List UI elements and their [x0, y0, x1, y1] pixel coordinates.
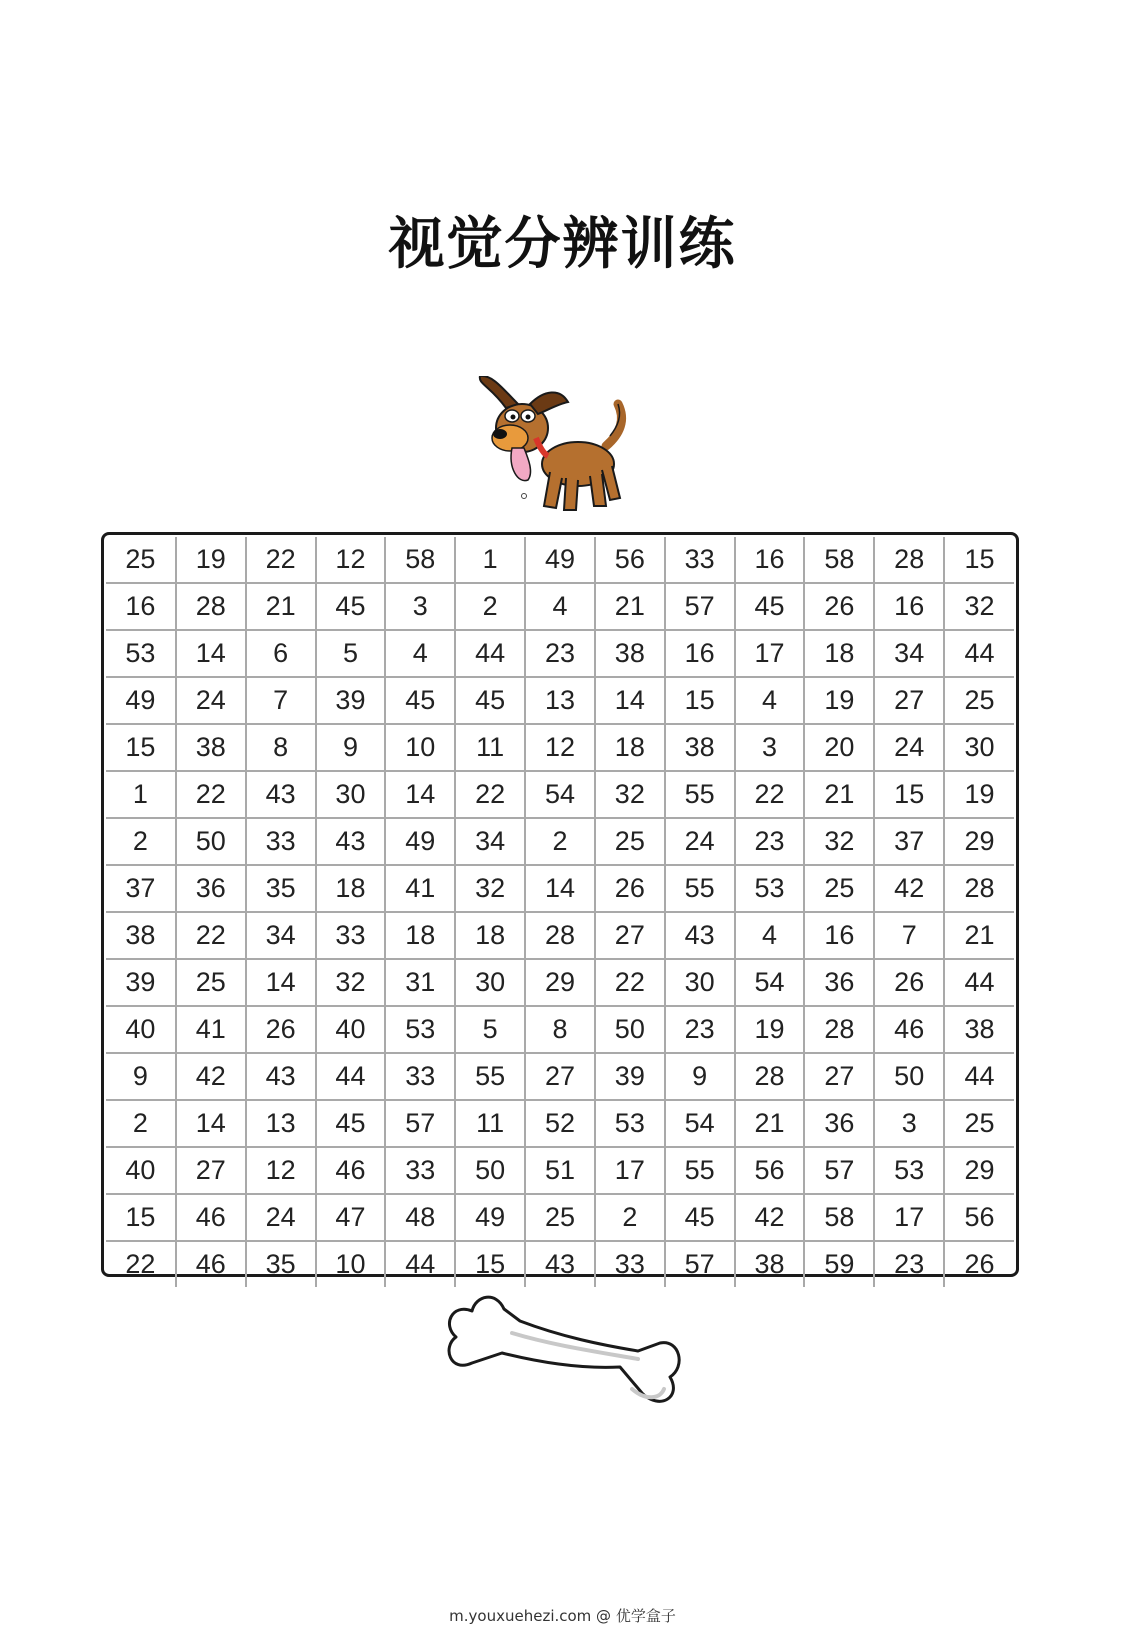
grid-row [106, 537, 1014, 583]
grid-cell: 27 [804, 1053, 874, 1100]
grid-cell: 18 [804, 630, 874, 677]
grid-cell: 4 [735, 677, 805, 724]
grid-cell: 46 [176, 1241, 246, 1287]
grid-cell: 25 [944, 677, 1014, 724]
grid-cell: 26 [595, 865, 665, 912]
grid-cell: 9 [106, 1053, 176, 1100]
grid-cell: 21 [804, 771, 874, 818]
grid-cell: 46 [874, 1006, 944, 1053]
grid-cell: 12 [525, 724, 595, 771]
grid-cell: 36 [804, 959, 874, 1006]
grid-cell: 42 [735, 1194, 805, 1241]
grid-cell: 12 [246, 1147, 316, 1194]
grid-cell: 57 [665, 583, 735, 630]
grid-cell: 32 [595, 771, 665, 818]
grid-cell: 18 [316, 865, 386, 912]
grid-cell: 40 [106, 1147, 176, 1194]
grid-cell: 45 [385, 677, 455, 724]
dog-icon [478, 376, 648, 526]
grid-cell: 55 [455, 1053, 525, 1100]
grid-cell: 18 [595, 724, 665, 771]
grid-cell: 19 [176, 537, 246, 583]
grid-cell: 4 [385, 630, 455, 677]
grid-cell: 2 [106, 1100, 176, 1147]
grid-cell: 44 [455, 630, 525, 677]
grid-cell: 56 [595, 537, 665, 583]
grid-cell: 21 [944, 912, 1014, 959]
grid-cell: 32 [804, 818, 874, 865]
grid-cell: 22 [455, 771, 525, 818]
grid-cell: 3 [735, 724, 805, 771]
grid-cell: 28 [176, 583, 246, 630]
grid-cell: 41 [385, 865, 455, 912]
grid-cell: 26 [874, 959, 944, 1006]
grid-cell: 43 [525, 1241, 595, 1287]
page-title: 视觉分辨训练 [388, 212, 737, 277]
grid-cell: 30 [316, 771, 386, 818]
grid-cell: 18 [385, 912, 455, 959]
grid-cell: 44 [944, 959, 1014, 1006]
grid-cell: 50 [176, 818, 246, 865]
grid-cell: 28 [944, 865, 1014, 912]
grid-cell: 2 [106, 818, 176, 865]
grid-cell: 43 [246, 1053, 316, 1100]
grid-cell: 25 [804, 865, 874, 912]
grid-cell: 45 [316, 583, 386, 630]
grid-cell: 1 [106, 771, 176, 818]
grid-cell: 16 [106, 583, 176, 630]
grid-row [106, 1147, 1014, 1194]
grid-cell: 39 [316, 677, 386, 724]
grid-cell: 28 [874, 537, 944, 583]
grid-cell: 26 [246, 1006, 316, 1053]
grid-cell: 56 [735, 1147, 805, 1194]
grid-cell: 50 [595, 1006, 665, 1053]
grid-cell: 30 [665, 959, 735, 1006]
grid-cell: 50 [874, 1053, 944, 1100]
grid-cell: 30 [944, 724, 1014, 771]
grid-cell: 37 [106, 865, 176, 912]
grid-cell: 42 [874, 865, 944, 912]
grid-cell: 33 [665, 537, 735, 583]
grid-cell: 38 [944, 1006, 1014, 1053]
grid-cell: 39 [595, 1053, 665, 1100]
grid-row [106, 1241, 1014, 1287]
grid-cell: 54 [525, 771, 595, 818]
grid-cell: 17 [874, 1194, 944, 1241]
grid-cell: 7 [874, 912, 944, 959]
grid-cell: 10 [385, 724, 455, 771]
grid-cell: 33 [316, 912, 386, 959]
grid-row [106, 912, 1014, 959]
grid-cell: 49 [525, 537, 595, 583]
grid-cell: 49 [106, 677, 176, 724]
grid-cell: 26 [944, 1241, 1014, 1287]
grid-cell: 50 [455, 1147, 525, 1194]
grid-cell: 15 [106, 1194, 176, 1241]
grid-cell: 4 [735, 912, 805, 959]
grid-cell: 23 [525, 630, 595, 677]
grid-cell: 59 [804, 1241, 874, 1287]
grid-cell: 18 [455, 912, 525, 959]
grid-cell: 49 [455, 1194, 525, 1241]
grid-cell: 19 [735, 1006, 805, 1053]
grid-row [106, 818, 1014, 865]
grid-cell: 15 [665, 677, 735, 724]
grid-cell: 8 [525, 1006, 595, 1053]
grid-cell: 2 [595, 1194, 665, 1241]
grid-row [106, 724, 1014, 771]
grid-row [106, 959, 1014, 1006]
grid-cell: 51 [525, 1147, 595, 1194]
grid-cell: 14 [525, 865, 595, 912]
grid-cell: 56 [944, 1194, 1014, 1241]
grid-cell: 25 [176, 959, 246, 1006]
grid-cell: 16 [874, 583, 944, 630]
grid-cell: 26 [804, 583, 874, 630]
grid-cell: 44 [944, 1053, 1014, 1100]
grid-cell: 24 [874, 724, 944, 771]
grid-cell: 31 [385, 959, 455, 1006]
bone-icon [442, 1293, 682, 1423]
grid-row [106, 771, 1014, 818]
grid-cell: 58 [385, 537, 455, 583]
grid-cell: 33 [385, 1147, 455, 1194]
grid-cell: 36 [804, 1100, 874, 1147]
grid-cell: 21 [735, 1100, 805, 1147]
grid-cell: 57 [665, 1241, 735, 1287]
grid-cell: 57 [385, 1100, 455, 1147]
grid-cell: 24 [665, 818, 735, 865]
grid-cell: 53 [735, 865, 805, 912]
grid-cell: 53 [385, 1006, 455, 1053]
grid-cell: 33 [385, 1053, 455, 1100]
grid-cell: 34 [246, 912, 316, 959]
grid-cell: 29 [944, 818, 1014, 865]
grid-cell: 6 [246, 630, 316, 677]
grid-cell: 35 [246, 1241, 316, 1287]
grid-cell: 1 [455, 537, 525, 583]
grid-cell: 16 [804, 912, 874, 959]
grid-cell: 3 [385, 583, 455, 630]
grid-cell: 23 [735, 818, 805, 865]
grid-cell: 42 [176, 1053, 246, 1100]
grid-cell: 30 [455, 959, 525, 1006]
grid-cell: 11 [455, 724, 525, 771]
grid-cell: 33 [246, 818, 316, 865]
grid-cell: 48 [385, 1194, 455, 1241]
grid-cell: 28 [804, 1006, 874, 1053]
grid-cell: 28 [525, 912, 595, 959]
grid-cell: 32 [944, 583, 1014, 630]
grid-cell: 23 [874, 1241, 944, 1287]
grid-cell: 38 [735, 1241, 805, 1287]
grid-cell: 23 [665, 1006, 735, 1053]
grid-cell: 36 [176, 865, 246, 912]
grid-cell: 39 [106, 959, 176, 1006]
grid-cell: 44 [385, 1241, 455, 1287]
grid-cell: 2 [525, 818, 595, 865]
grid-cell: 29 [944, 1147, 1014, 1194]
grid-cell: 52 [525, 1100, 595, 1147]
grid-cell: 38 [665, 724, 735, 771]
grid-cell: 25 [106, 537, 176, 583]
grid-cell: 9 [665, 1053, 735, 1100]
grid-cell: 37 [874, 818, 944, 865]
grid-cell: 53 [595, 1100, 665, 1147]
grid-cell: 11 [455, 1100, 525, 1147]
grid-cell: 9 [316, 724, 386, 771]
grid-cell: 32 [455, 865, 525, 912]
grid-cell: 34 [874, 630, 944, 677]
grid-cell: 38 [106, 912, 176, 959]
grid-cell: 15 [455, 1241, 525, 1287]
number-grid-table [106, 537, 1014, 1287]
grid-cell: 32 [316, 959, 386, 1006]
grid-cell: 28 [735, 1053, 805, 1100]
grid-cell: 46 [316, 1147, 386, 1194]
grid-cell: 24 [246, 1194, 316, 1241]
grid-cell: 38 [595, 630, 665, 677]
grid-cell: 40 [316, 1006, 386, 1053]
grid-cell: 24 [176, 677, 246, 724]
grid-cell: 43 [316, 818, 386, 865]
grid-cell: 49 [385, 818, 455, 865]
grid-row [106, 1100, 1014, 1147]
grid-cell: 21 [246, 583, 316, 630]
grid-cell: 45 [735, 583, 805, 630]
grid-cell: 14 [176, 630, 246, 677]
grid-cell: 35 [246, 865, 316, 912]
grid-cell: 45 [316, 1100, 386, 1147]
grid-cell: 19 [804, 677, 874, 724]
grid-cell: 53 [874, 1147, 944, 1194]
grid-cell: 13 [525, 677, 595, 724]
grid-row [106, 1053, 1014, 1100]
grid-cell: 12 [316, 537, 386, 583]
grid-cell: 22 [595, 959, 665, 1006]
grid-cell: 10 [316, 1241, 386, 1287]
grid-row [106, 1006, 1014, 1053]
grid-cell: 7 [246, 677, 316, 724]
grid-cell: 2 [455, 583, 525, 630]
grid-cell: 45 [665, 1194, 735, 1241]
grid-cell: 38 [176, 724, 246, 771]
grid-cell: 54 [735, 959, 805, 1006]
footer-credit: m.youxuehezi.com @ 优学盒子 [449, 1607, 676, 1625]
grid-cell: 55 [665, 865, 735, 912]
grid-cell: 19 [944, 771, 1014, 818]
grid-row [106, 677, 1014, 724]
grid-cell: 47 [316, 1194, 386, 1241]
grid-cell: 3 [874, 1100, 944, 1147]
grid-cell: 14 [176, 1100, 246, 1147]
grid-cell: 8 [246, 724, 316, 771]
grid-cell: 15 [106, 724, 176, 771]
grid-cell: 15 [874, 771, 944, 818]
grid-cell: 17 [735, 630, 805, 677]
grid-cell: 58 [804, 537, 874, 583]
grid-cell: 20 [804, 724, 874, 771]
grid-cell: 25 [595, 818, 665, 865]
grid-cell: 5 [455, 1006, 525, 1053]
grid-cell: 44 [316, 1053, 386, 1100]
grid-cell: 21 [595, 583, 665, 630]
grid-cell: 27 [176, 1147, 246, 1194]
grid-cell: 17 [595, 1147, 665, 1194]
grid-cell: 15 [944, 537, 1014, 583]
grid-cell: 22 [176, 771, 246, 818]
grid-cell: 57 [804, 1147, 874, 1194]
grid-cell: 16 [665, 630, 735, 677]
grid-cell: 55 [665, 1147, 735, 1194]
grid-cell: 55 [665, 771, 735, 818]
grid-cell: 16 [735, 537, 805, 583]
grid-cell: 43 [246, 771, 316, 818]
grid-cell: 27 [874, 677, 944, 724]
grid-cell: 43 [665, 912, 735, 959]
grid-row [106, 630, 1014, 677]
number-grid [101, 532, 1019, 1277]
grid-row [106, 865, 1014, 912]
grid-cell: 44 [944, 630, 1014, 677]
grid-cell: 4 [525, 583, 595, 630]
grid-cell: 29 [525, 959, 595, 1006]
grid-cell: 54 [665, 1100, 735, 1147]
grid-cell: 46 [176, 1194, 246, 1241]
grid-cell: 27 [525, 1053, 595, 1100]
grid-cell: 25 [525, 1194, 595, 1241]
grid-cell: 40 [106, 1006, 176, 1053]
grid-cell: 25 [944, 1100, 1014, 1147]
grid-row [106, 583, 1014, 630]
grid-cell: 34 [455, 818, 525, 865]
grid-cell: 53 [106, 630, 176, 677]
grid-cell: 13 [246, 1100, 316, 1147]
grid-cell: 33 [595, 1241, 665, 1287]
grid-cell: 22 [176, 912, 246, 959]
grid-cell: 14 [595, 677, 665, 724]
grid-cell: 58 [804, 1194, 874, 1241]
grid-cell: 5 [316, 630, 386, 677]
grid-cell: 22 [106, 1241, 176, 1287]
grid-cell: 14 [385, 771, 455, 818]
grid-cell: 22 [246, 537, 316, 583]
grid-cell: 22 [735, 771, 805, 818]
grid-cell: 27 [595, 912, 665, 959]
grid-row [106, 1194, 1014, 1241]
grid-cell: 14 [246, 959, 316, 1006]
grid-cell: 45 [455, 677, 525, 724]
grid-cell: 41 [176, 1006, 246, 1053]
